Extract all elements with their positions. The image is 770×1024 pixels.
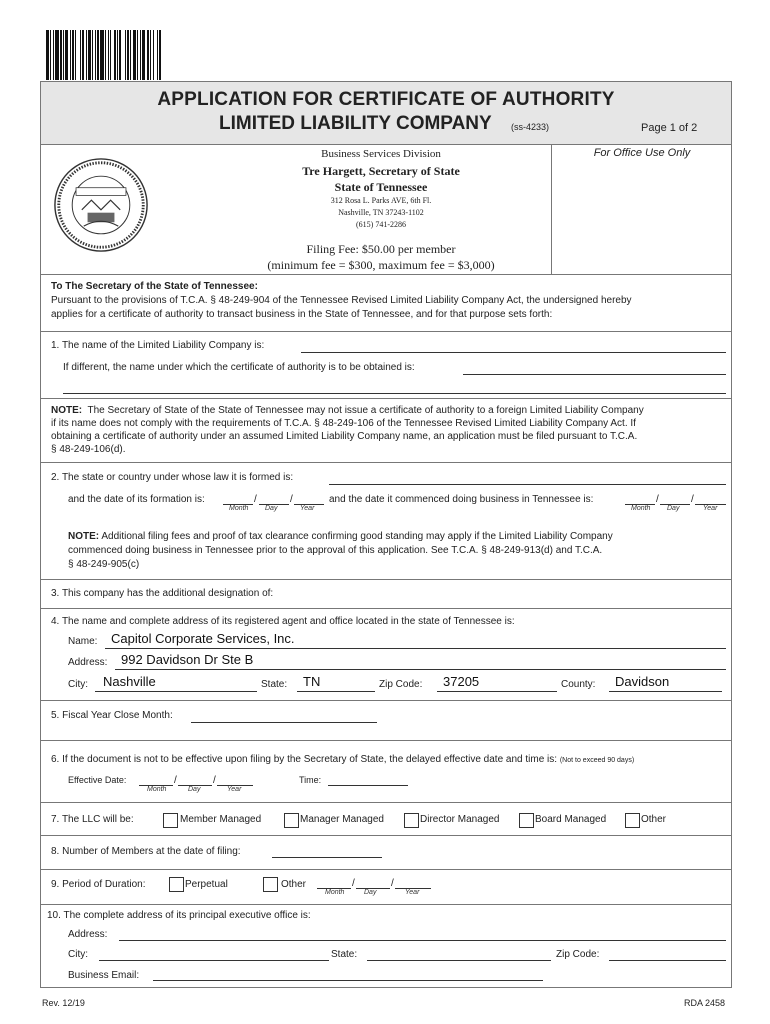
form-title-line2: LIMITED LIABILITY COMPANY — [219, 113, 492, 134]
board-managed-checkbox[interactable] — [519, 813, 534, 828]
date-slash: / — [174, 775, 177, 786]
header-band — [41, 82, 731, 145]
date-slash: / — [691, 494, 694, 505]
month-caption: Month — [325, 889, 345, 896]
agent-county-field[interactable] — [609, 691, 722, 692]
q3-label: 3. This company has the additional designation of: — [51, 588, 274, 599]
agent-city-field[interactable] — [95, 691, 257, 692]
month-caption: Month — [229, 505, 249, 512]
intro-line2: applies for a certificate of authority to transact business in the State of Tennessee, and for that purpose sets forth: — [51, 309, 553, 320]
q2-label: 2. The state or country under whose law it is formed is: — [51, 472, 294, 483]
director-managed-label: Director Managed — [420, 814, 500, 825]
agent-county-value[interactable]: Davidson — [615, 674, 670, 689]
q8-label: 8. Number of Members at the date of filing: — [51, 846, 241, 857]
year-caption: Year — [300, 505, 315, 512]
q10-label: 10. The complete address of its principal executive office is: — [47, 910, 311, 921]
divider — [41, 274, 731, 275]
barcode — [46, 30, 284, 80]
office-state-label: State: — [331, 949, 358, 960]
members-count-field[interactable] — [272, 857, 382, 858]
effective-date-label: Effective Date: — [68, 775, 127, 785]
form-code: RDA 2458 — [684, 998, 726, 1008]
q2-note-line3: § 48-249-905(c) — [68, 559, 140, 570]
filing-fee-range: (minimum fee = $300, maximum fee = $3,000) — [267, 258, 495, 272]
filing-fee: Filing Fee: $50.00 per member — [306, 242, 456, 256]
agent-county-label: County: — [561, 679, 596, 690]
month-caption: Month — [147, 786, 167, 793]
q4-label: 4. The name and complete address of its registered agent and office located in the state of Tennessee is: — [51, 616, 515, 627]
manager-managed-checkbox[interactable] — [284, 813, 299, 828]
agency-phone: (615) 741-2286 — [356, 220, 406, 229]
agency-address2: Nashville, TN 37243-1102 — [338, 208, 424, 217]
agent-address-label: Address: — [68, 657, 108, 668]
duration-other-checkbox[interactable] — [263, 877, 278, 892]
agent-name-label: Name: — [68, 636, 98, 647]
date-slash: / — [352, 878, 355, 889]
month-caption: Month — [631, 505, 651, 512]
divider — [41, 835, 731, 836]
date-slash: / — [656, 494, 659, 505]
date-slash: / — [254, 494, 257, 505]
intro-line1: Pursuant to the provisions of T.C.A. § 48-249-904 of the Tennessee Revised Limited Liability Company Act, the undersigned hereby — [51, 295, 632, 306]
secretary-name: Tre Hargett, Secretary of State — [302, 164, 460, 178]
state-country-field[interactable] — [329, 484, 726, 485]
year-caption: Year — [405, 889, 420, 896]
other-managed-checkbox[interactable] — [625, 813, 640, 828]
office-state-field[interactable] — [367, 960, 551, 961]
perpetual-checkbox[interactable] — [169, 877, 184, 892]
form-id: (ss-4233) — [511, 122, 550, 132]
q2-note-line2: commenced doing business in Tennessee prior to the approval of this application. See T.C.A. § 48-249-913(d) and T.C.A. — [68, 545, 603, 556]
agent-address-field[interactable] — [115, 669, 726, 670]
office-city-field[interactable] — [99, 960, 329, 961]
note1-line3: obtaining a certificate of authority under an assumed Limited Liability Company name, an application must be filed pursuant to T.C.A. — [51, 431, 638, 442]
agent-state-label: State: — [261, 679, 288, 690]
member-managed-checkbox[interactable] — [163, 813, 178, 828]
q7-label: 7. The LLC will be: — [51, 814, 134, 825]
q6-label: 6. If the document is not to be effective upon filing by the Secretary of State, the delayed effective date and time is: (Not to exceed 90 days) — [51, 754, 635, 765]
division-name: Business Services Division — [321, 148, 441, 160]
day-caption: Day — [364, 889, 377, 896]
day-caption: Day — [188, 786, 201, 793]
agent-state-value[interactable]: TN — [303, 674, 321, 689]
year-caption: Year — [703, 505, 718, 512]
agent-city-value[interactable]: Nashville — [103, 674, 156, 689]
agent-zip-field[interactable] — [437, 691, 557, 692]
divider — [41, 331, 731, 332]
agent-state-field[interactable] — [297, 691, 375, 692]
divider — [41, 802, 731, 803]
office-use-label: For Office Use Only — [593, 147, 691, 159]
agency-address1: 312 Rosa L. Parks AVE, 6th Fl. — [330, 196, 432, 205]
office-address-label: Address: — [68, 929, 108, 940]
day-caption: Day — [265, 505, 278, 512]
fiscal-year-field[interactable] — [191, 722, 377, 723]
q1-alt-label: If different, the name under which the certificate of authority is to be obtained is: — [63, 362, 415, 373]
office-zip-field[interactable] — [609, 960, 726, 961]
duration-other-label: Other — [281, 879, 307, 890]
page-number: Page 1 of 2 — [641, 122, 698, 134]
revision-label: Rev. 12/19 — [42, 998, 85, 1008]
director-managed-checkbox[interactable] — [404, 813, 419, 828]
q2-commenced-label: and the date it commenced doing business in Tennessee is: — [329, 494, 594, 505]
divider — [41, 608, 731, 609]
divider — [41, 700, 731, 701]
alt-name-field[interactable] — [463, 374, 726, 375]
office-address-field[interactable] — [119, 940, 726, 941]
agent-address-value[interactable]: 992 Davidson Dr Ste B — [121, 652, 254, 667]
form-title-line1: APPLICATION FOR CERTIFICATE OF AUTHORITY — [157, 89, 615, 110]
year-caption: Year — [227, 786, 242, 793]
member-managed-label: Member Managed — [180, 814, 262, 825]
effective-time-field[interactable] — [328, 785, 408, 786]
divider — [41, 579, 731, 580]
agent-zip-value[interactable]: 37205 — [443, 674, 480, 689]
date-slash: / — [391, 878, 394, 889]
divider — [41, 398, 731, 399]
agent-city-label: City: — [68, 679, 88, 690]
state-seal-icon — [53, 157, 149, 253]
office-zip-label: Zip Code: — [556, 949, 600, 960]
business-email-field[interactable] — [153, 980, 543, 981]
date-slash: / — [213, 775, 216, 786]
divider — [41, 462, 731, 463]
time-label: Time: — [299, 775, 322, 785]
office-use-box — [551, 144, 732, 274]
agent-zip-label: Zip Code: — [379, 679, 423, 690]
q2-note-line1: NOTE: Additional filing fees and proof of tax clearance confirming good standing may apply if the Limited Liability Company — [68, 531, 613, 542]
divider — [41, 869, 731, 870]
date-slash: / — [290, 494, 293, 505]
other-managed-label: Other — [641, 814, 667, 825]
note1-line4: § 48-249-106(d). — [51, 444, 126, 455]
agent-name-value[interactable]: Capitol Corporate Services, Inc. — [111, 631, 295, 646]
state-name: State of Tennessee — [334, 180, 428, 194]
note1-line2: if its name does not comply with the requirements of T.C.A. § 48-249-106 of the Tennessee Revised Limited Liability Company Act. If — [51, 418, 636, 429]
divider — [41, 740, 731, 741]
manager-managed-label: Manager Managed — [300, 814, 384, 825]
note1-line1: NOTE: The Secretary of State of the State of Tennessee may not issue a certificate of authority to a foreign Limited Liability Company — [51, 405, 644, 416]
llc-name-field[interactable] — [301, 352, 726, 353]
q2-formation-label: and the date of its formation is: — [68, 494, 205, 505]
intro-heading: To The Secretary of the State of Tennessee: — [51, 281, 258, 292]
office-city-label: City: — [68, 949, 88, 960]
divider — [41, 904, 731, 905]
q1-label: 1. The name of the Limited Liability Company is: — [51, 340, 265, 351]
day-caption: Day — [667, 505, 680, 512]
q5-label: 5. Fiscal Year Close Month: — [51, 710, 173, 721]
board-managed-label: Board Managed — [535, 814, 607, 825]
agent-name-field[interactable] — [105, 648, 726, 649]
perpetual-label: Perpetual — [185, 879, 228, 890]
alt-name-field-2[interactable] — [63, 393, 726, 394]
q9-label: 9. Period of Duration: — [51, 879, 146, 890]
form-frame — [40, 81, 732, 988]
business-email-label: Business Email: — [68, 970, 140, 981]
